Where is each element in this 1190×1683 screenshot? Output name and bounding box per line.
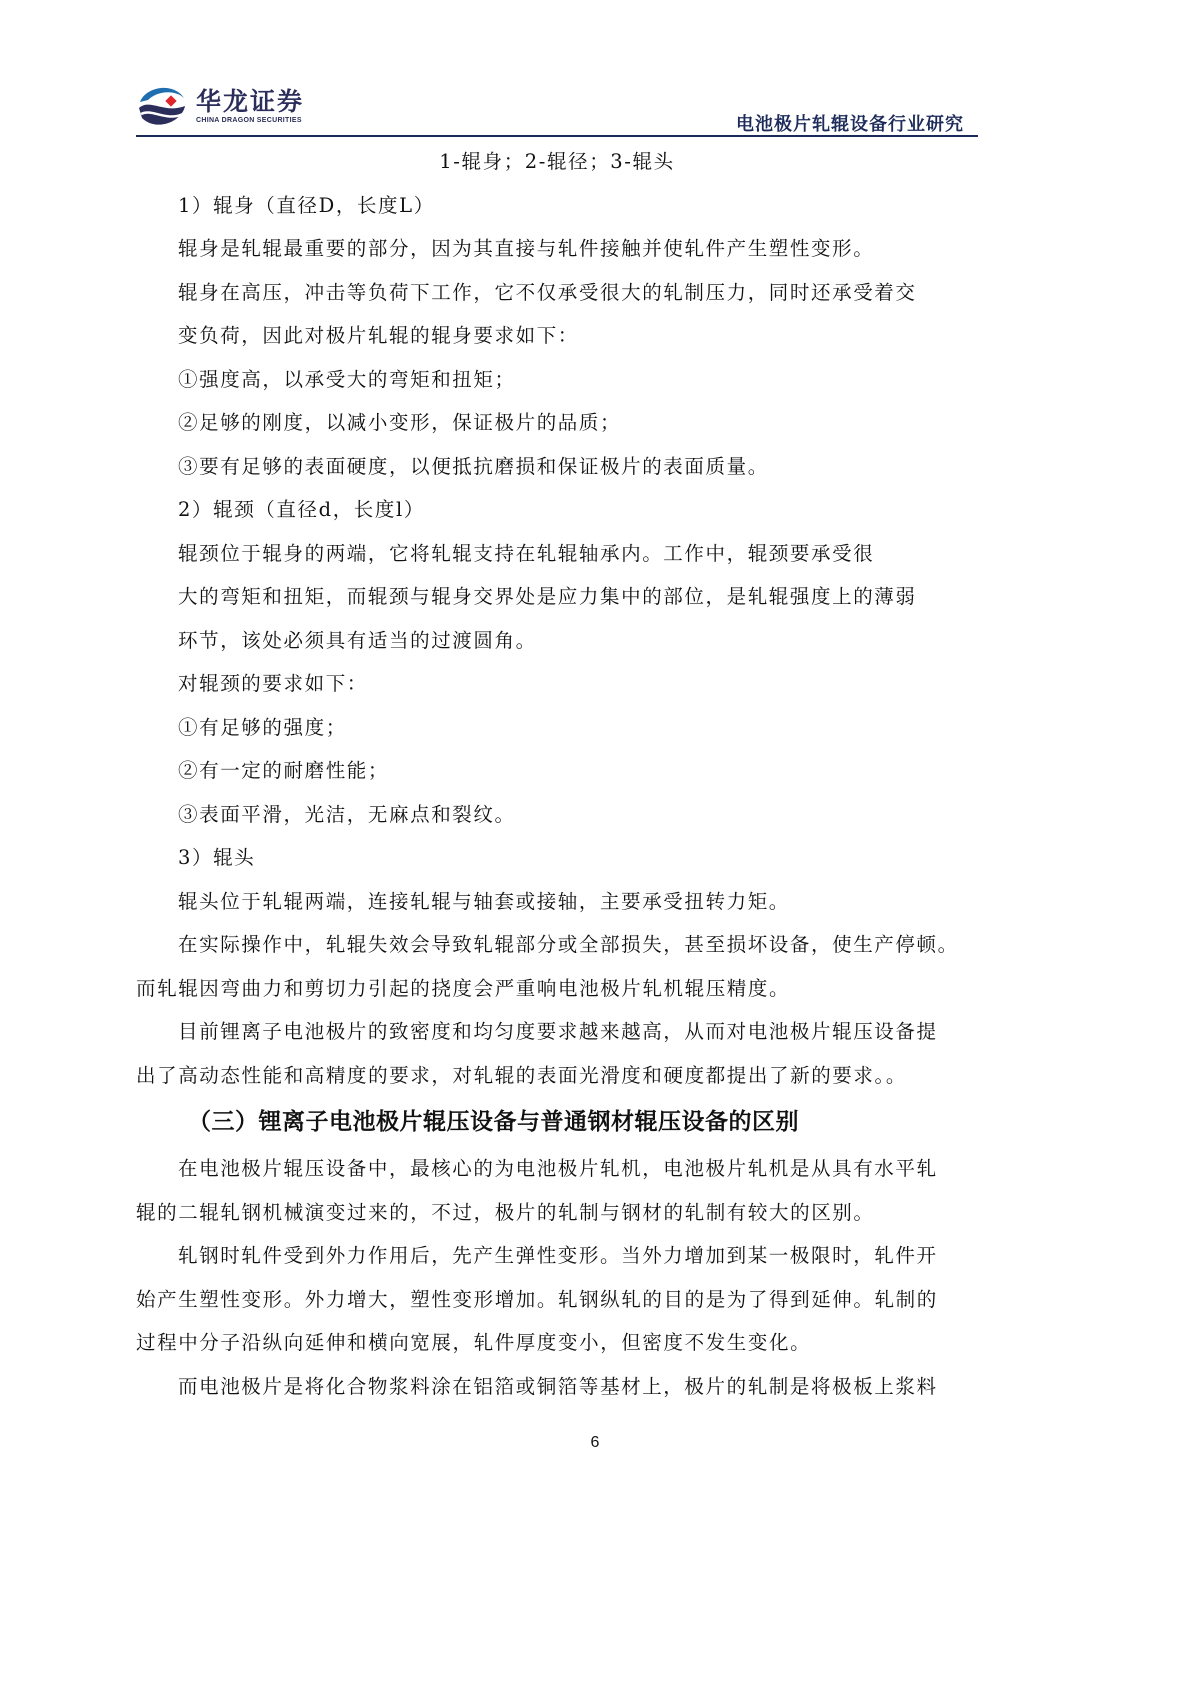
page-content [136, 140, 978, 1408]
paragraph-line: 变负荷，因此对极片轧辊的辊身要求如下： [178, 324, 579, 347]
list-item: ②有一定的耐磨性能； [178, 759, 390, 782]
paragraph-line: 在实际操作中，轧辊失效会导致轧辊部分或全部损失，甚至损坏设备，使生产停顿。 [178, 933, 959, 956]
list-item: ③要有足够的表面硬度，以便抵抗磨损和保证极片的表面质量。 [178, 454, 769, 478]
list-item: ①强度高，以承受大的弯矩和扭矩； [178, 367, 516, 391]
logo-english-name: CHINA DRAGON SECURITIES [196, 116, 302, 124]
company-logo [136, 80, 304, 132]
paragraph-line: 而电池极片是将化合物浆料涂在铝箔或铜箔等基材上，极片的轧制是将极板上浆料 [178, 1374, 938, 1398]
list-item: ③表面平滑，光洁，无麻点和裂纹。 [178, 802, 516, 826]
paragraph-line: 辊的二辊轧钢机械演变过来的，不过，极片的轧制与钢材的轧制有较大的区别。 [136, 1200, 875, 1224]
paragraph-line: 辊头位于轧辊两端，连接轧辊与轴套或接轴，主要承受扭转力矩。 [178, 889, 790, 913]
figure-caption: 1-辊身；2-辊径；3-辊头 [439, 150, 675, 173]
china-dragon-logo-icon [136, 80, 188, 132]
paragraph-line: 1）辊身（直径D，长度L） [178, 193, 435, 217]
paragraph-line: 而轧辊因弯曲力和剪切力引起的挠度会严重响电池极片轧机辊压精度。 [136, 976, 791, 1000]
paragraph-line: 辊身是轧辊最重要的部分，因为其直接与轧件接触并使轧件产生塑性变形。 [178, 237, 875, 260]
paragraph-line: 2）辊颈（直径d，长度l） [178, 498, 425, 521]
report-title: 电池极片轧辊设备行业研究 [736, 114, 964, 135]
list-item: ①有足够的强度； [178, 715, 347, 739]
paragraph-line: 轧钢时轧件受到外力作用后，先产生弹性变形。当外力增加到某一极限时，轧件开 [178, 1244, 938, 1267]
paragraph-line: 始产生塑性变形。外力增大，塑性变形增加。轧钢纵轧的目的是为了得到延伸。轧制的 [136, 1287, 938, 1311]
paragraph-line: 环节，该处必须具有适当的过渡圆角。 [178, 628, 537, 652]
paragraph-line: 辊颈位于辊身的两端，它将轧辊支持在轧辊轴承内。工作中，辊颈要承受很 [178, 541, 875, 565]
paragraph-line: 对辊颈的要求如下： [178, 672, 368, 695]
header-divider [136, 135, 978, 137]
paragraph-line: 大的弯矩和扭矩，而辊颈与辊身交界处是应力集中的部位，是轧辊强度上的薄弱 [178, 585, 917, 608]
list-item: ②足够的刚度，以减小变形，保证极片的品质； [178, 411, 622, 434]
page-number: 6 [590, 1434, 600, 1451]
page-header [136, 76, 978, 136]
paragraph-line: 3）辊头 [178, 846, 256, 869]
logo-chinese-name: 华龙证券 [196, 86, 305, 116]
paragraph-line: 过程中分子沿纵向延伸和横向宽展，轧件厚度变小，但密度不发生变化。 [136, 1331, 812, 1354]
paragraph-line: 辊身在高压，冲击等负荷下工作，它不仅承受很大的轧制压力，同时还承受着交 [178, 280, 917, 304]
paragraph-line: 目前锂离子电池极片的致密度和均匀度要求越来越高，从而对电池极片辊压设备提 [178, 1020, 938, 1043]
section-heading: （三）锂离子电池极片辊压设备与普通钢材辊压设备的区别 [188, 1109, 799, 1135]
paragraph-line: 出了高动态性能和高精度的要求，对轧辊的表面光滑度和硬度都提出了新的要求。。 [136, 1063, 907, 1087]
paragraph-line: 在电池极片辊压设备中，最核心的为电池极片轧机，电池极片轧机是从具有水平轧 [178, 1157, 938, 1180]
